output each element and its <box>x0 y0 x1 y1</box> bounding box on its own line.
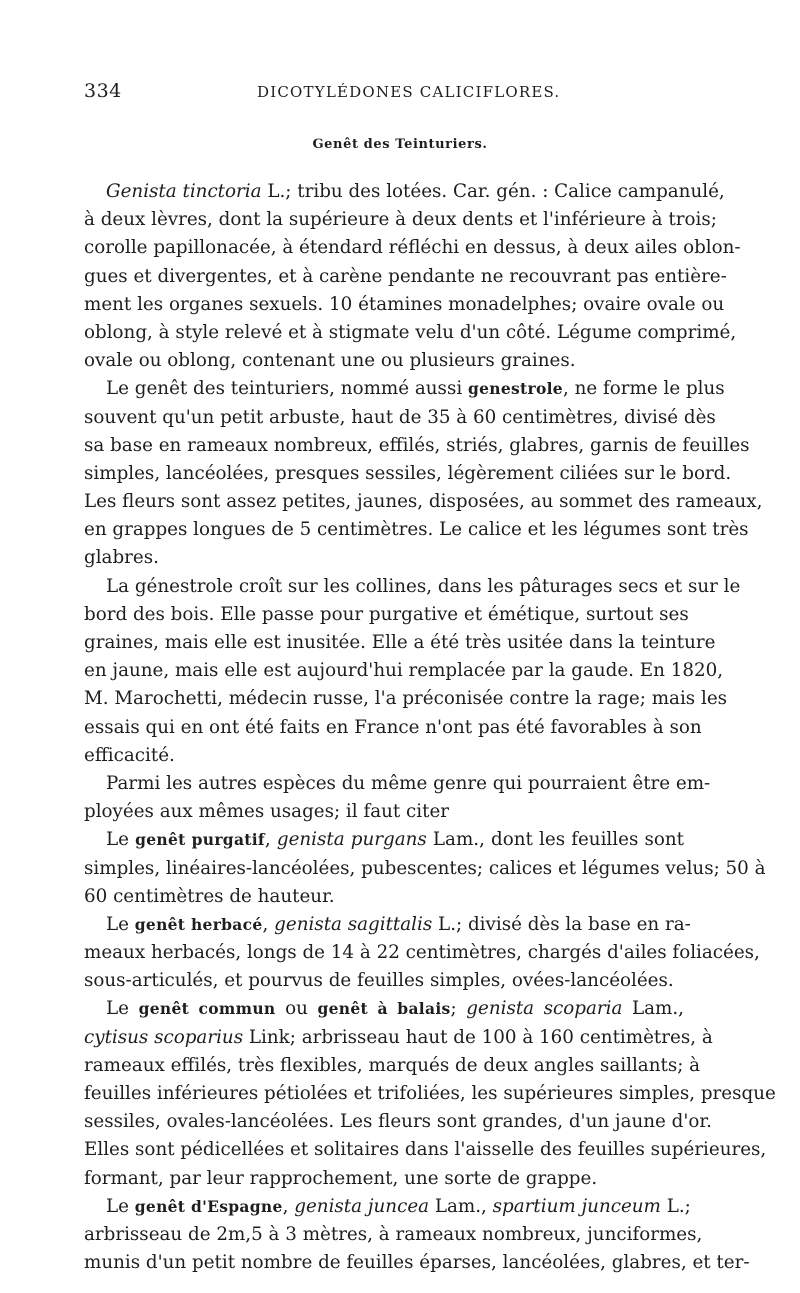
text-line: arbrisseau de 2m,5 à 3 mètres, à rameaux nombreux, junciformes, <box>84 1223 703 1245</box>
text-line: meaux herbacés, longs de 14 à 22 centimètres, chargés d'ailes foliacées, <box>84 942 760 964</box>
species-name: Genista tinctoria <box>106 181 262 202</box>
text-line: à deux lèvres, dont la supérieure à deux dents et l'inférieure à trois; <box>84 209 717 231</box>
species-name: genista juncea <box>294 1195 430 1217</box>
text-line: gues et divergentes, et à carène pendante ne recouvrant pas entière- <box>84 265 727 287</box>
text-line: oblong, à style relevé et à stigmate velu d'un côté. Légume comprimé, <box>84 321 737 343</box>
text-line: graines, mais elle est inusitée. Elle a été très usitée dans la teinture <box>84 632 716 653</box>
text-line: ovale ou oblong, contenant une ou plusieurs graines. <box>84 350 576 372</box>
common-name: genestrole <box>467 379 563 399</box>
text-line: glabres. <box>84 547 159 569</box>
text-line: Genista tinctoria L.; tribu des lotées. Car. gén. : Calice campanulé, <box>106 181 725 202</box>
text-line: 60 centimètres de hauteur. <box>84 885 335 907</box>
text-line: formant, par leur rapprochement, une sorte de grappe. <box>84 1167 598 1189</box>
text-line: ployées aux mêmes usages; il faut citer <box>84 801 450 823</box>
text-line: Le genêt herbacé, genista sagittalis L.; divisé dès la base en ra- <box>106 913 691 935</box>
text-line: en grappes longues de 5 centimètres. Le calice et les légumes sont très <box>84 519 749 541</box>
text-line: Le genêt commun ou genêt à balais; genista scoparia Lam., <box>106 998 684 1020</box>
common-name: genêt commun <box>138 999 276 1019</box>
text-line: rameaux effilés, très flexibles, marqués de deux angles saillants; à <box>84 1054 701 1076</box>
text-line: Le genêt d'Espagne, genista juncea Lam., spartium junceum L.; <box>106 1195 691 1217</box>
text-line: Parmi les autres espèces du même genre qui pourraient être em- <box>106 772 711 794</box>
text-line: efficacité. <box>84 744 175 766</box>
text-line: cytisus scoparius Link; arbrisseau haut de 100 à 160 centimètres, à <box>84 1026 713 1048</box>
text-line: Le genêt purgatif, genista purgans Lam., dont les feuilles sont <box>106 829 684 851</box>
common-name: genêt à balais <box>317 999 451 1019</box>
text-line: essais qui en ont été faits en France n'ont pas été favorables à son <box>84 716 702 738</box>
text-line: Le genêt des teinturiers, nommé aussi genestrole, ne forme le plus <box>106 378 725 400</box>
body-text <box>84 178 776 1277</box>
species-name: spartium junceum <box>492 1195 661 1217</box>
common-name: genêt purgatif <box>135 830 265 850</box>
common-name: genêt d'Espagne <box>134 1196 283 1216</box>
text-line: simples, linéaires-lancéolées, pubescentes; calices et légumes velus; 50 à <box>84 857 766 879</box>
text-line: ment les organes sexuels. 10 étamines monadelphes; ovaire ovale ou <box>84 293 725 315</box>
common-name: genêt herbacé <box>134 914 263 934</box>
text-line: en jaune, mais elle est aujourd'hui remplacée par la gaude. En 1820, <box>84 660 724 682</box>
page-header <box>84 80 684 104</box>
text-line: Elles sont pédicellées et solitaires dans l'aisselle des feuilles supérieures, <box>84 1139 767 1161</box>
text-line: sessiles, ovales-lancéolées. Les fleurs sont grandes, d'un jaune d'or. <box>84 1111 712 1133</box>
text-line: simples, lancéolées, presques sessiles, légèrement ciliées sur le bord. <box>84 462 732 484</box>
species-name: cytisus scoparius <box>84 1026 244 1048</box>
species-name: genista sagittalis <box>274 913 433 935</box>
text-line: sa base en rameaux nombreux, effilés, striés, glabres, garnis de feuilles <box>84 434 750 456</box>
text-line: sous-articulés, et pourvus de feuilles simples, ovées-lancéolées. <box>84 970 674 992</box>
running-head: DICOTYLÉDONES CALICIFLORES. <box>257 83 561 101</box>
text-line: M. Marochetti, médecin russe, l'a préconisée contre la rage; mais les <box>84 688 728 710</box>
text-line: corolle papillonacée, à étendard réfléchi en dessus, à deux ailes oblon- <box>84 237 741 259</box>
species-name: genista scoparia <box>466 998 623 1020</box>
section-title: Genêt des Teinturiers. <box>312 137 488 152</box>
text-line: munis d'un petit nombre de feuilles éparses, lancéolées, glabres, et ter- <box>84 1252 750 1274</box>
text-line: La génestrole croît sur les collines, dans les pâturages secs et sur le <box>106 575 741 597</box>
page-number: 334 <box>84 80 122 102</box>
species-name: genista purgans <box>276 829 427 851</box>
text-line: bord des bois. Elle passe pour purgative et émétique, surtout ses <box>84 603 689 625</box>
text-line: souvent qu'un petit arbuste, haut de 35 à 60 centimètres, divisé dès <box>84 406 716 428</box>
text-line: feuilles inférieures pétiolées et trifoliées, les supérieures simples, presque <box>84 1083 776 1104</box>
text-line: Les fleurs sont assez petites, jaunes, disposées, au sommet des rameaux, <box>84 491 763 513</box>
